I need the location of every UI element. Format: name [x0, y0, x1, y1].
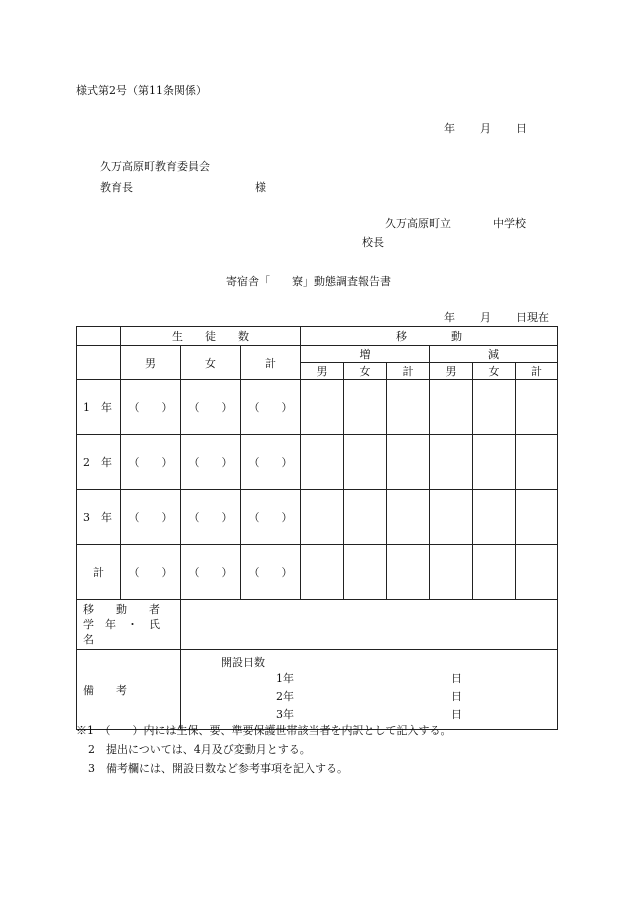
increase-total-cell[interactable]: [387, 490, 430, 545]
row-label: 3 年: [77, 490, 121, 545]
increase-female-cell[interactable]: [344, 490, 387, 545]
increase-total-cell[interactable]: [387, 380, 430, 435]
total-cell[interactable]: （ ）: [241, 435, 301, 490]
decrease-female-cell[interactable]: [473, 490, 516, 545]
increase-male-header: 男: [301, 363, 344, 380]
total-cell[interactable]: （ ）: [241, 380, 301, 435]
open-days-grade: 3年: [276, 708, 294, 721]
open-days-grade: 2年: [276, 690, 294, 703]
increase-female-header: 女: [344, 363, 387, 380]
row-label: 2 年: [77, 435, 121, 490]
decrease-female-cell[interactable]: [473, 545, 516, 600]
principal-title: 校長: [362, 236, 384, 249]
table-row: [77, 490, 558, 545]
addressee-org: 久万高原町教育委員会: [100, 160, 210, 173]
date-year: 年: [444, 122, 455, 135]
report-title: 寄宿舎「 寮」動態調査報告書: [226, 275, 391, 288]
decrease-female-cell[interactable]: [473, 380, 516, 435]
school-prefix: 久万高原町立: [385, 217, 451, 230]
total-cell[interactable]: （ ）: [241, 490, 301, 545]
note-1: ※1 （ ）内には生保、要、準要保護世帯該当者を内訳として記入する。: [76, 724, 452, 737]
decrease-total-header: 計: [516, 363, 558, 380]
note-3: 3 備考欄には、開設日数など参考事項を記入する。: [88, 762, 348, 775]
increase-female-cell[interactable]: [344, 545, 387, 600]
female-cell[interactable]: （ ）: [181, 435, 241, 490]
dynamics-table: [76, 326, 558, 730]
asof-day: 日現在: [516, 311, 549, 324]
increase-total-cell[interactable]: [387, 545, 430, 600]
open-days-unit: 日: [451, 690, 462, 703]
male-cell[interactable]: （ ）: [121, 380, 181, 435]
decrease-total-cell[interactable]: [516, 380, 558, 435]
open-days-grade: 1年: [276, 672, 294, 685]
row-label: 1 年: [77, 380, 121, 435]
addressee-honorific: 様: [255, 181, 266, 194]
note-2: 2 提出については、4月及び変動月とする。: [88, 743, 311, 756]
remarks-label: 備 考: [77, 650, 181, 730]
header-row-1: [77, 327, 558, 346]
students-male-header: 男: [121, 346, 181, 380]
decrease-total-cell[interactable]: [516, 435, 558, 490]
form-number: 様式第2号（第11条関係）: [76, 84, 207, 97]
table-row: [77, 380, 558, 435]
male-cell[interactable]: （ ）: [121, 545, 181, 600]
mover-names-cell[interactable]: [181, 600, 558, 650]
increase-male-cell[interactable]: [301, 435, 344, 490]
students-total-header: 計: [241, 346, 301, 380]
decrease-male-cell[interactable]: [430, 435, 473, 490]
increase-female-cell[interactable]: [344, 435, 387, 490]
female-cell[interactable]: （ ）: [181, 545, 241, 600]
row-label: 計: [77, 545, 121, 600]
remarks-cell[interactable]: [181, 650, 558, 730]
female-cell[interactable]: （ ）: [181, 380, 241, 435]
decrease-female-header: 女: [473, 363, 516, 380]
increase-male-cell[interactable]: [301, 545, 344, 600]
open-days-unit: 日: [451, 672, 462, 685]
mover-label-line1: 移 動 者: [83, 603, 160, 616]
increase-male-cell[interactable]: [301, 380, 344, 435]
asof-year: 年: [444, 311, 455, 324]
corner-cell: [77, 327, 121, 346]
decrease-male-cell[interactable]: [430, 545, 473, 600]
table-row: [77, 435, 558, 490]
table-row: [77, 545, 558, 600]
decrease-male-cell[interactable]: [430, 490, 473, 545]
asof-month: 月: [480, 311, 491, 324]
female-cell[interactable]: （ ）: [181, 490, 241, 545]
movement-header: 移 動: [301, 327, 558, 346]
male-cell[interactable]: （ ）: [121, 435, 181, 490]
decrease-total-cell[interactable]: [516, 545, 558, 600]
increase-total-cell[interactable]: [387, 435, 430, 490]
mover-label: [77, 600, 181, 650]
mover-label-line2: 学 年 ・ 氏 名: [83, 618, 171, 646]
decrease-header: 減: [430, 346, 558, 363]
open-days-unit: 日: [451, 708, 462, 721]
school-suffix: 中学校: [493, 217, 526, 230]
increase-total-header: 計: [387, 363, 430, 380]
decrease-total-cell[interactable]: [516, 490, 558, 545]
increase-male-cell[interactable]: [301, 490, 344, 545]
increase-header: 増: [301, 346, 430, 363]
corner-cell-lower: [77, 346, 121, 380]
remarks-row: [77, 650, 558, 730]
male-cell[interactable]: （ ）: [121, 490, 181, 545]
mover-row: [77, 600, 558, 650]
decrease-male-header: 男: [430, 363, 473, 380]
total-cell[interactable]: （ ）: [241, 545, 301, 600]
students-header: 生 徒 数: [121, 327, 301, 346]
decrease-female-cell[interactable]: [473, 435, 516, 490]
date-month: 月: [480, 122, 491, 135]
decrease-male-cell[interactable]: [430, 380, 473, 435]
addressee-title: 教育長: [100, 181, 133, 194]
open-days-title: 開設日数: [221, 656, 265, 669]
date-day: 日: [516, 122, 527, 135]
header-row-2: [77, 346, 558, 363]
students-female-header: 女: [181, 346, 241, 380]
increase-female-cell[interactable]: [344, 380, 387, 435]
